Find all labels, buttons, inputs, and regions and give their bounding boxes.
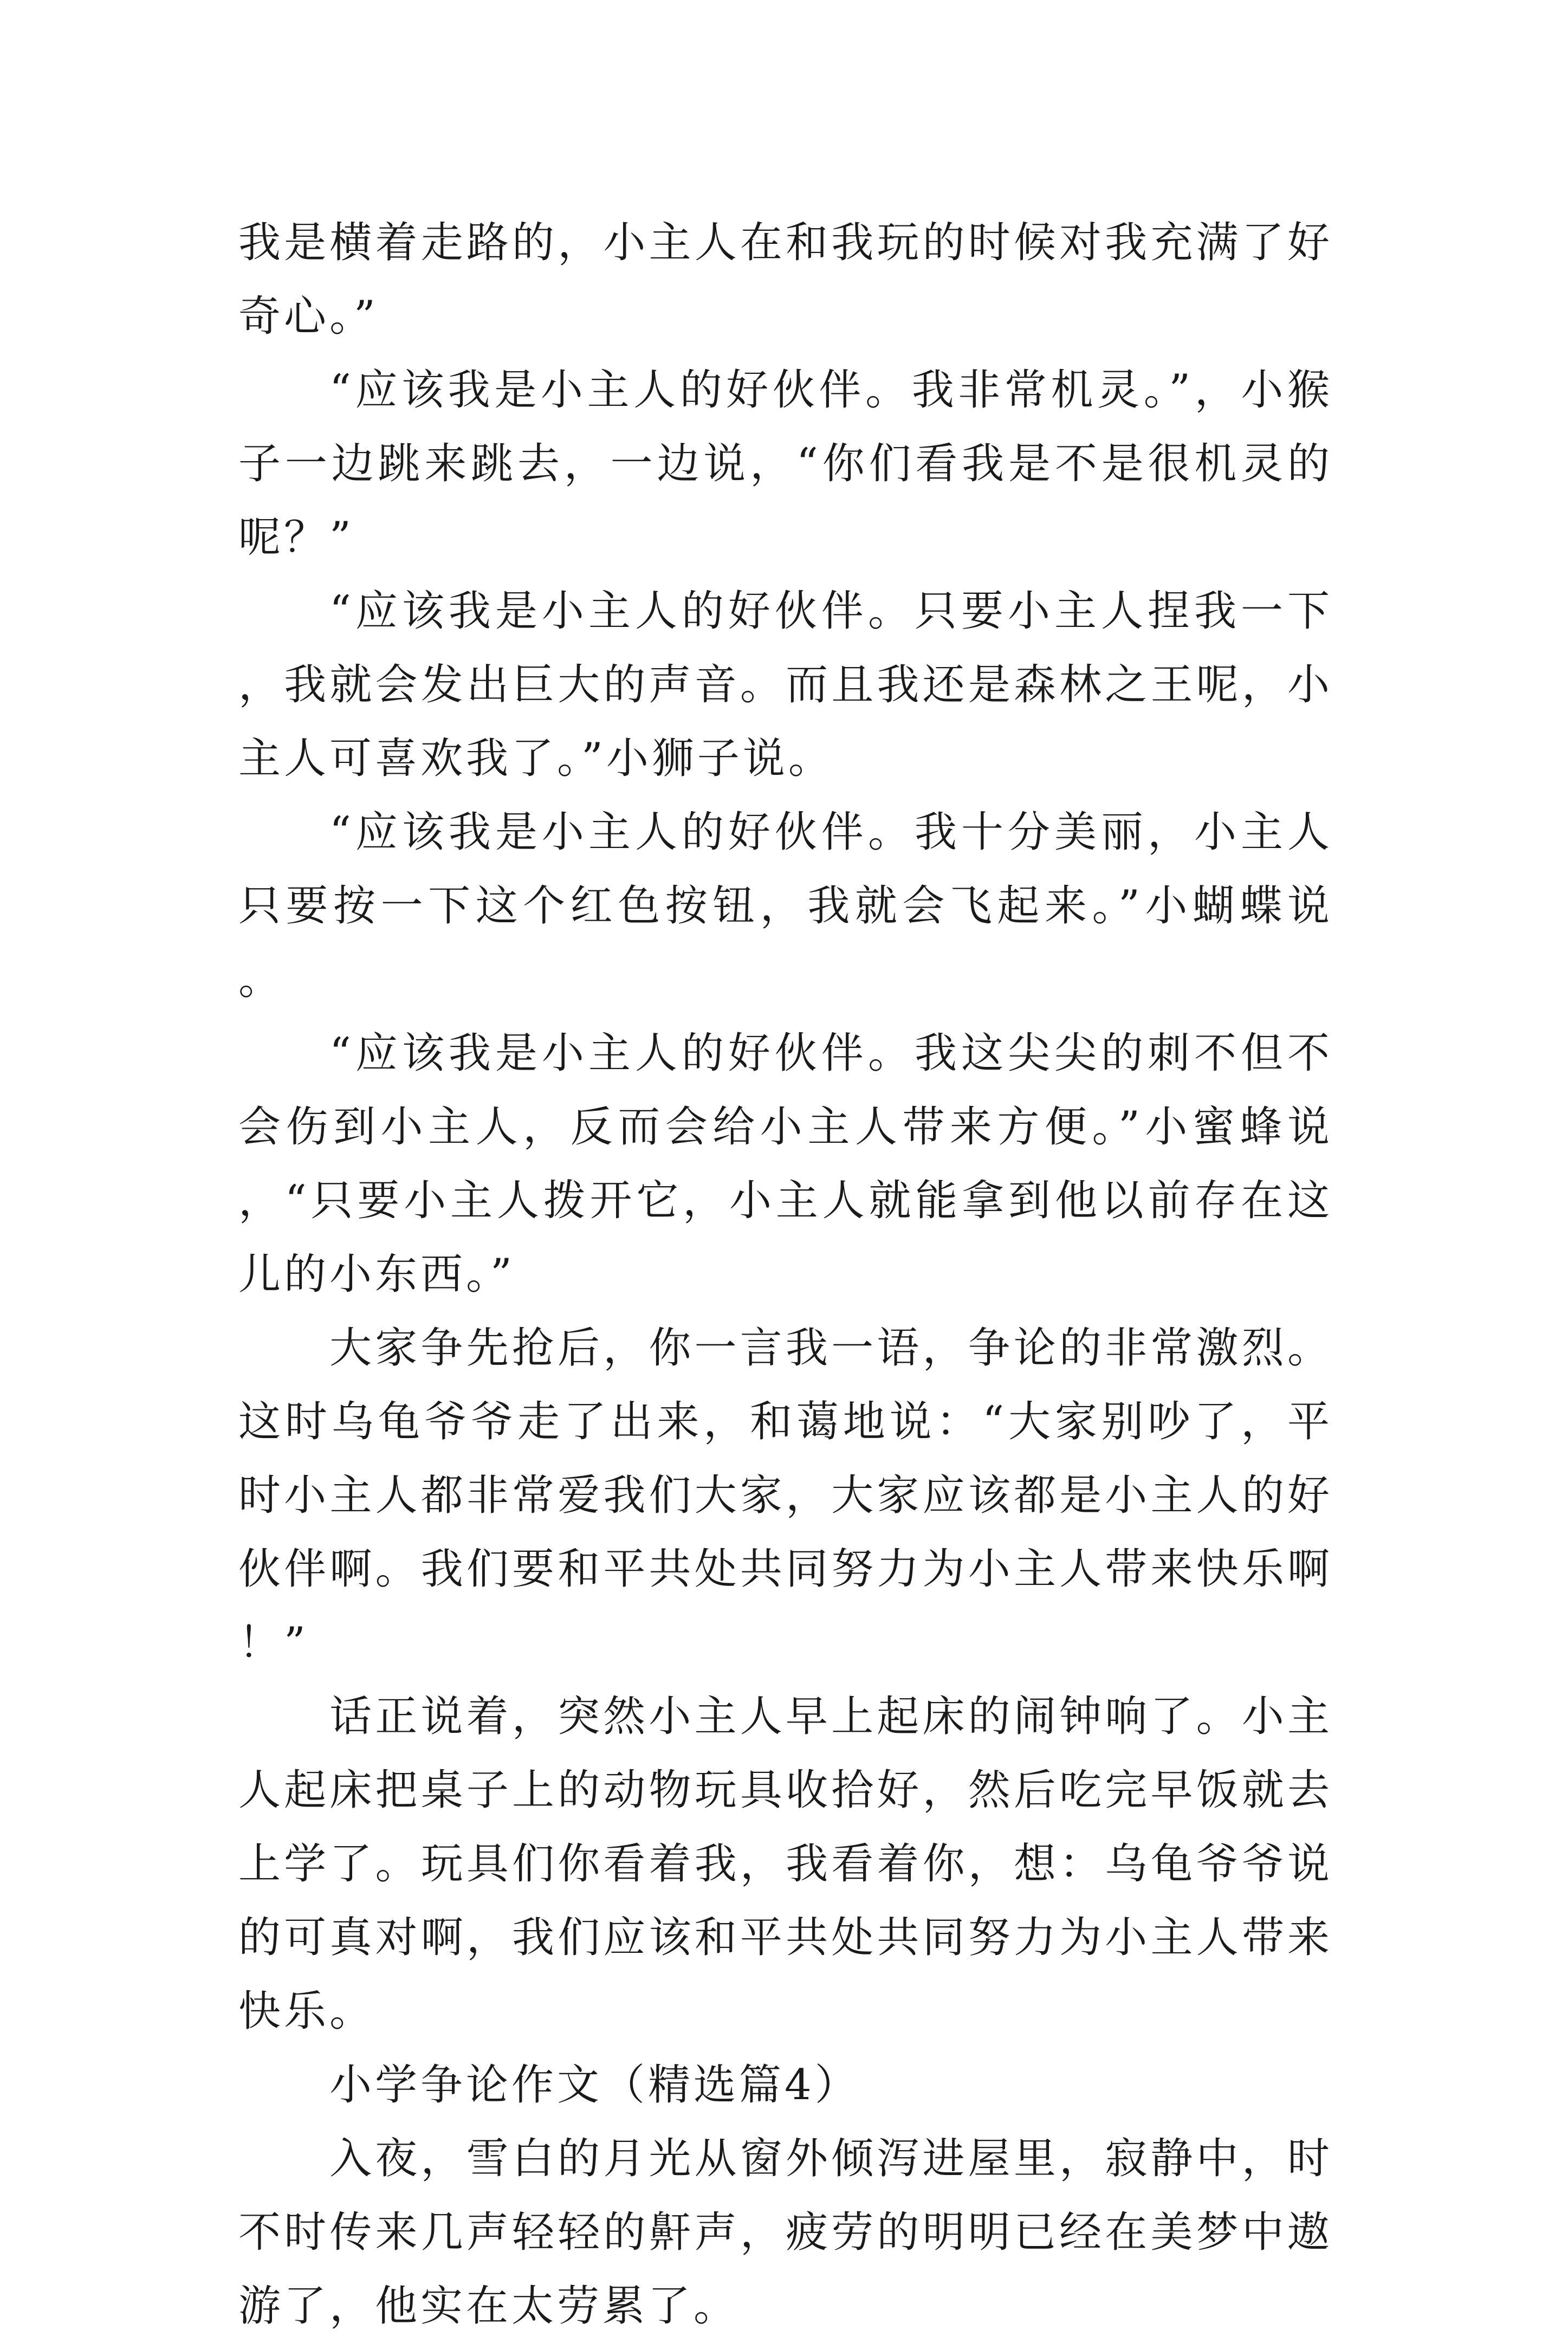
paragraph: “应该我是小主人的好伙伴。我这尖尖的刺不但不会伤到小主人，反而会给小主人带来方便。”小蜜蜂说，“只要小主人拨开它，小主人就能拿到他以前存在这儿的小东西。” — [238, 1029, 1333, 1299]
paragraph: “应该我是小主人的好伙伴。我十分美丽，小主人只要按一下这个红色按钮，我就会飞起来。”小蝴蝶说。 — [238, 808, 1333, 1004]
paragraph: 入夜，雪白的月光从窗外倾泻进屋里，寂静中，时不时传来几声轻轻的鼾声，疲劳的明明已经在美梦中遨游了，他实在太劳累了。 — [238, 2134, 1333, 2331]
document-body — [238, 206, 1333, 2343]
paragraph: “应该我是小主人的好伙伴。我非常机灵。”，小猴子一边跳来跳去，一边说，“你们看我是不是很机灵的呢？” — [238, 366, 1333, 562]
paragraph: 我是横着走路的，小主人在和我玩的时候对我充满了好奇心。” — [238, 218, 1333, 341]
paragraph: 话正说着，突然小主人早上起床的闹钟响了。小主人起床把桌子上的动物玩具收拾好，然后吃完早饭就去上学了。玩具们你看着我，我看着你，想：乌龟爷爷说的可真对啊，我们应该和平共处共同努力为小主人带来快乐。 — [238, 1692, 1333, 2036]
section-heading: 小学争论作文（精选篇4） — [329, 2061, 860, 2109]
paragraph: “应该我是小主人的好伙伴。只要小主人捏我一下，我就会发出巨大的声音。而且我还是森林之王呢，小主人可喜欢我了。”小狮子说。 — [238, 587, 1333, 783]
paragraph: 大家争先抢后，你一言我一语，争论的非常激烈。这时乌龟爷爷走了出来，和蔼地说：“大家别吵了，平时小主人都非常爱我们大家，大家应该都是小主人的好伙伴啊。我们要和平共处共同努力为小主人带来快乐啊！” — [238, 1324, 1333, 1667]
